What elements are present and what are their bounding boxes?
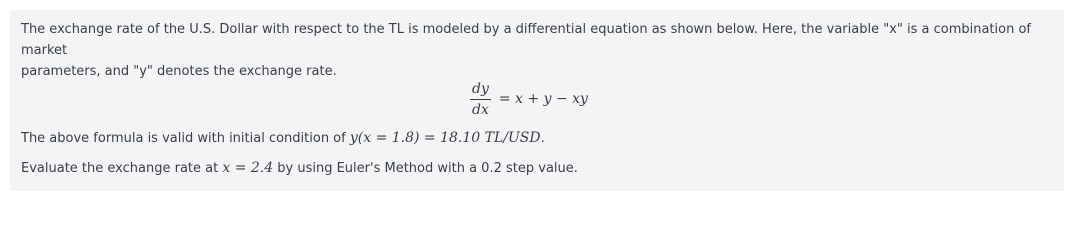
equation-right-hand-side: = x + y − xy	[498, 91, 588, 107]
task-text	[21, 158, 1051, 179]
condition-suffix: .	[540, 131, 545, 146]
derivative-fraction	[470, 81, 491, 118]
intro-paragraph	[21, 19, 1051, 82]
fraction-denominator: dx	[472, 101, 489, 118]
differential-equation	[470, 75, 588, 123]
intro-line-2: parameters, and "y" denotes the exchange rate.	[21, 64, 337, 79]
intro-line-1: The exchange rate of the U.S. Dollar with respect to the TL is modeled by a differential equation as shown below. Here, the variable "x" is a combination of market	[21, 22, 1031, 58]
question-card	[10, 10, 1064, 191]
task-suffix: by using Euler's Method with a 0.2 step value.	[273, 161, 578, 176]
condition-prefix: The above formula is valid with initial condition of	[21, 131, 350, 146]
initial-condition-text	[21, 128, 1051, 149]
condition-math: y(x = 1.8) = 18.10 TL/USD	[349, 130, 541, 146]
fraction-numerator: dy	[470, 81, 491, 100]
task-math: x = 2.4	[222, 160, 274, 176]
task-prefix: Evaluate the exchange rate at	[21, 161, 223, 176]
